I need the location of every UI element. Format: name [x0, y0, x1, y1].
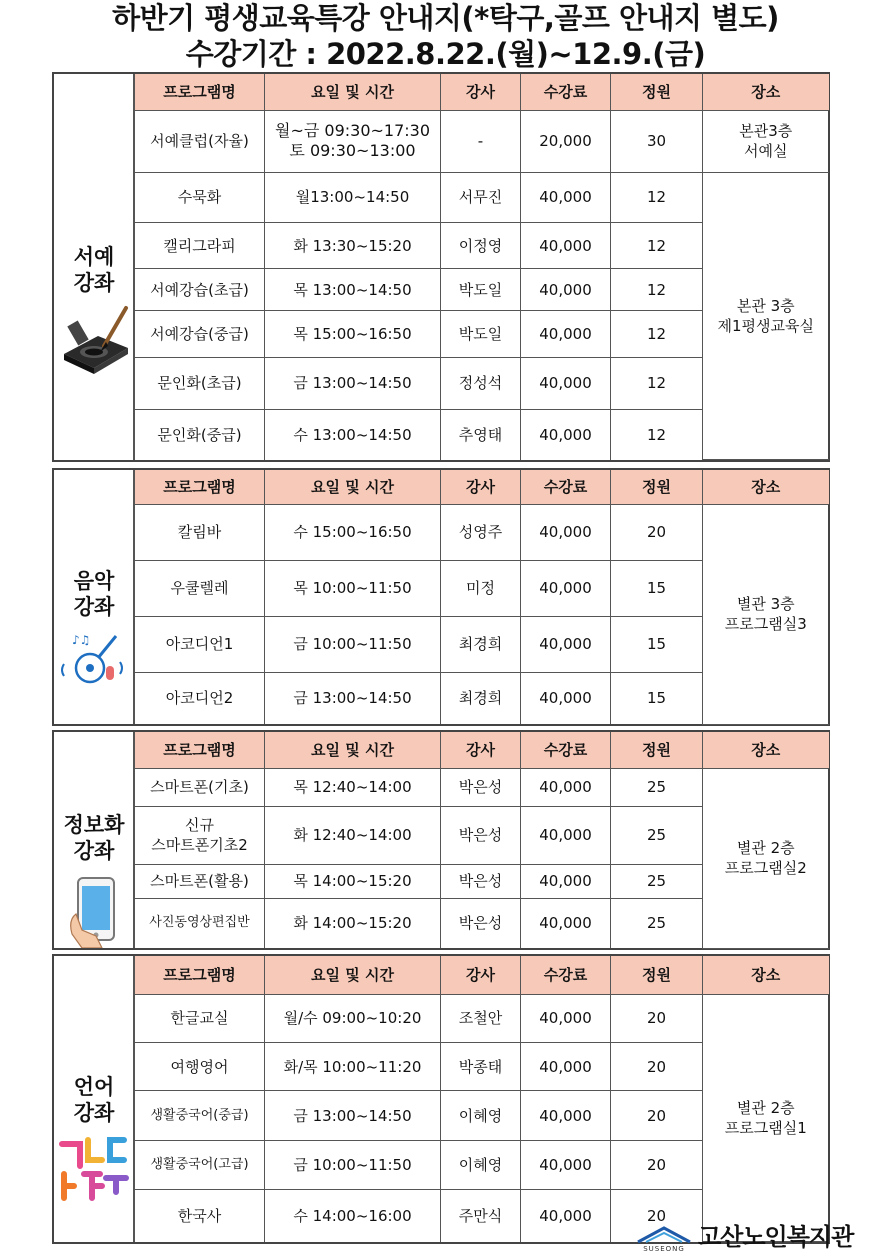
program-capacity: 15 [611, 560, 703, 616]
svg-text:♪♫: ♪♫ [72, 633, 91, 647]
program-teacher: 박은성 [441, 768, 521, 806]
program-name: 생활중국어(고급) [135, 1141, 265, 1189]
table-header-row [135, 732, 829, 768]
col-time: 요일 및 시간 [265, 74, 441, 110]
section-language [52, 954, 830, 1244]
program-name: 수묵화 [135, 172, 265, 222]
logo-text: SUSEONG [643, 1245, 685, 1253]
program-name: 문인화(초급) [135, 357, 265, 409]
program-teacher: 주만식 [441, 1189, 521, 1241]
category-cell [54, 470, 134, 724]
col-teacher: 강사 [441, 74, 521, 110]
program-name: 문인화(중급) [135, 409, 265, 459]
program-name: 신규 스마트폰기초2 [135, 806, 265, 864]
col-capacity: 정원 [611, 732, 703, 768]
program-capacity: 12 [611, 311, 703, 357]
program-fee: 40,000 [521, 898, 611, 948]
program-time: 월/수 09:00~10:20 [265, 994, 441, 1042]
page-title: 하반기 평생교육특강 안내지(*탁구,골프 안내지 별도) [112, 1, 779, 35]
program-teacher: 이정영 [441, 223, 521, 269]
col-program: 프로그램명 [135, 732, 265, 768]
category-label: 음악 강좌 [73, 569, 115, 619]
program-capacity: 12 [611, 409, 703, 459]
program-fee: 40,000 [521, 768, 611, 806]
program-name: 아코디언2 [135, 672, 265, 724]
program-fee: 40,000 [521, 269, 611, 311]
program-fee: 40,000 [521, 672, 611, 724]
table-row [135, 504, 829, 560]
col-program: 프로그램명 [135, 470, 265, 504]
program-time: 목 13:00~14:50 [265, 269, 441, 311]
program-time: 목 12:40~14:00 [265, 768, 441, 806]
program-fee: 40,000 [521, 616, 611, 672]
program-capacity: 25 [611, 768, 703, 806]
section-digital [52, 730, 830, 950]
program-name: 서예강습(중급) [135, 311, 265, 357]
program-capacity: 20 [611, 1189, 703, 1241]
program-name: 한글교실 [135, 994, 265, 1042]
program-fee: 40,000 [521, 1141, 611, 1189]
col-program: 프로그램명 [135, 956, 265, 994]
program-location: 본관3층 서예실 [703, 110, 829, 172]
col-program: 프로그램명 [135, 74, 265, 110]
program-fee: 40,000 [521, 806, 611, 864]
program-capacity: 12 [611, 269, 703, 311]
inkstone-brush-icon [58, 302, 130, 374]
program-name: 스마트폰(기초) [135, 768, 265, 806]
category-label: 정보화 강좌 [63, 813, 125, 863]
program-teacher: 박도일 [441, 311, 521, 357]
program-location: 별관 3층 프로그램실3 [703, 504, 829, 724]
program-capacity: 20 [611, 994, 703, 1042]
program-capacity: 25 [611, 864, 703, 898]
program-capacity: 20 [611, 1141, 703, 1189]
col-fee: 수강료 [521, 732, 611, 768]
section-music [52, 468, 830, 726]
table-header-row [135, 470, 829, 504]
course-period: 수강기간 : 2022.8.22.(월)~12.9.(금) [185, 37, 706, 71]
program-time: 수 15:00~16:50 [265, 504, 441, 560]
program-location: 본관 3층 제1평생교육실 [703, 172, 829, 459]
col-teacher: 강사 [441, 732, 521, 768]
col-fee: 수강료 [521, 470, 611, 504]
col-fee: 수강료 [521, 956, 611, 994]
table-row [135, 768, 829, 806]
program-capacity: 30 [611, 110, 703, 172]
program-name: 서예클럽(자율) [135, 110, 265, 172]
col-location: 장소 [703, 74, 829, 110]
program-time: 금 13:00~14:50 [265, 1091, 441, 1141]
program-time: 수 14:00~16:00 [265, 1189, 441, 1241]
program-time: 월~금 09:30~17:30 토 09:30~13:00 [265, 110, 441, 172]
organization-name: 고산노인복지관 [698, 1223, 854, 1251]
program-time: 수 13:00~14:50 [265, 409, 441, 459]
program-capacity: 20 [611, 504, 703, 560]
program-teacher: - [441, 110, 521, 172]
program-capacity: 20 [611, 1091, 703, 1141]
program-teacher: 최경희 [441, 672, 521, 724]
program-teacher: 서무진 [441, 172, 521, 222]
hangul-letters-icon [58, 1134, 130, 1206]
program-name: 스마트폰(활용) [135, 864, 265, 898]
category-cell [54, 74, 134, 460]
program-capacity: 12 [611, 223, 703, 269]
col-capacity: 정원 [611, 470, 703, 504]
col-capacity: 정원 [611, 74, 703, 110]
program-fee: 40,000 [521, 223, 611, 269]
program-name: 여행영어 [135, 1042, 265, 1090]
program-teacher: 박은성 [441, 864, 521, 898]
program-time: 금 13:00~14:50 [265, 672, 441, 724]
program-fee: 40,000 [521, 311, 611, 357]
schedule-table [134, 470, 829, 725]
program-teacher: 미정 [441, 560, 521, 616]
program-teacher: 박은성 [441, 898, 521, 948]
program-fee: 40,000 [521, 504, 611, 560]
program-name: 생활중국어(중급) [135, 1091, 265, 1141]
table-header-row [135, 74, 829, 110]
program-fee: 40,000 [521, 560, 611, 616]
program-fee: 40,000 [521, 409, 611, 459]
col-teacher: 강사 [441, 956, 521, 994]
program-location: 별관 2층 프로그램실2 [703, 768, 829, 948]
program-time: 금 10:00~11:50 [265, 616, 441, 672]
program-fee: 20,000 [521, 110, 611, 172]
program-teacher: 박종태 [441, 1042, 521, 1090]
schedule-table [134, 74, 829, 460]
table-header-row [135, 956, 829, 994]
program-location: 별관 2층 프로그램실1 [703, 994, 829, 1241]
section-calligraphy [52, 72, 830, 462]
col-location: 장소 [703, 732, 829, 768]
col-location: 장소 [703, 956, 829, 994]
guitar-music-icon [58, 628, 130, 688]
category-cell [54, 956, 134, 1242]
program-time: 금 10:00~11:50 [265, 1141, 441, 1189]
program-fee: 40,000 [521, 864, 611, 898]
smartphone-hand-icon [58, 874, 130, 948]
program-teacher: 박도일 [441, 269, 521, 311]
category-cell [54, 732, 134, 948]
program-name: 캘리그라피 [135, 223, 265, 269]
program-teacher: 추영태 [441, 409, 521, 459]
program-fee: 40,000 [521, 1091, 611, 1141]
program-teacher: 성영주 [441, 504, 521, 560]
table-row [135, 994, 829, 1042]
program-teacher: 박은성 [441, 806, 521, 864]
program-time: 화 14:00~15:20 [265, 898, 441, 948]
program-time: 목 14:00~15:20 [265, 864, 441, 898]
program-name: 칼림바 [135, 504, 265, 560]
program-capacity: 12 [611, 357, 703, 409]
program-capacity: 25 [611, 898, 703, 948]
program-teacher: 정성석 [441, 357, 521, 409]
col-teacher: 강사 [441, 470, 521, 504]
program-teacher: 최경희 [441, 616, 521, 672]
program-teacher: 이혜영 [441, 1091, 521, 1141]
program-teacher: 이혜영 [441, 1141, 521, 1189]
program-time: 목 10:00~11:50 [265, 560, 441, 616]
program-fee: 40,000 [521, 1189, 611, 1241]
category-label: 서예 강좌 [73, 245, 115, 295]
program-name: 사진동영상편집반 [135, 898, 265, 948]
program-time: 월13:00~14:50 [265, 172, 441, 222]
program-time: 화 13:30~15:20 [265, 223, 441, 269]
col-time: 요일 및 시간 [265, 956, 441, 994]
table-row [135, 172, 829, 222]
program-time: 화 12:40~14:00 [265, 806, 441, 864]
program-name: 한국사 [135, 1189, 265, 1241]
program-name: 아코디언1 [135, 616, 265, 672]
col-time: 요일 및 시간 [265, 470, 441, 504]
program-fee: 40,000 [521, 357, 611, 409]
program-capacity: 12 [611, 172, 703, 222]
program-name: 서예강습(초급) [135, 269, 265, 311]
program-fee: 40,000 [521, 994, 611, 1042]
schedule-table [134, 732, 829, 949]
program-fee: 40,000 [521, 1042, 611, 1090]
category-label: 언어 강좌 [73, 1075, 115, 1125]
col-location: 장소 [703, 470, 829, 504]
program-time: 금 13:00~14:50 [265, 357, 441, 409]
program-capacity: 15 [611, 616, 703, 672]
schedule-table [134, 956, 829, 1242]
col-fee: 수강료 [521, 74, 611, 110]
col-time: 요일 및 시간 [265, 732, 441, 768]
col-capacity: 정원 [611, 956, 703, 994]
program-capacity: 15 [611, 672, 703, 724]
program-time: 화/목 10:00~11:20 [265, 1042, 441, 1090]
table-row [135, 110, 829, 172]
program-name: 우쿨렐레 [135, 560, 265, 616]
program-time: 목 15:00~16:50 [265, 311, 441, 357]
program-capacity: 20 [611, 1042, 703, 1090]
program-fee: 40,000 [521, 172, 611, 222]
program-teacher: 조철안 [441, 994, 521, 1042]
program-capacity: 25 [611, 806, 703, 864]
